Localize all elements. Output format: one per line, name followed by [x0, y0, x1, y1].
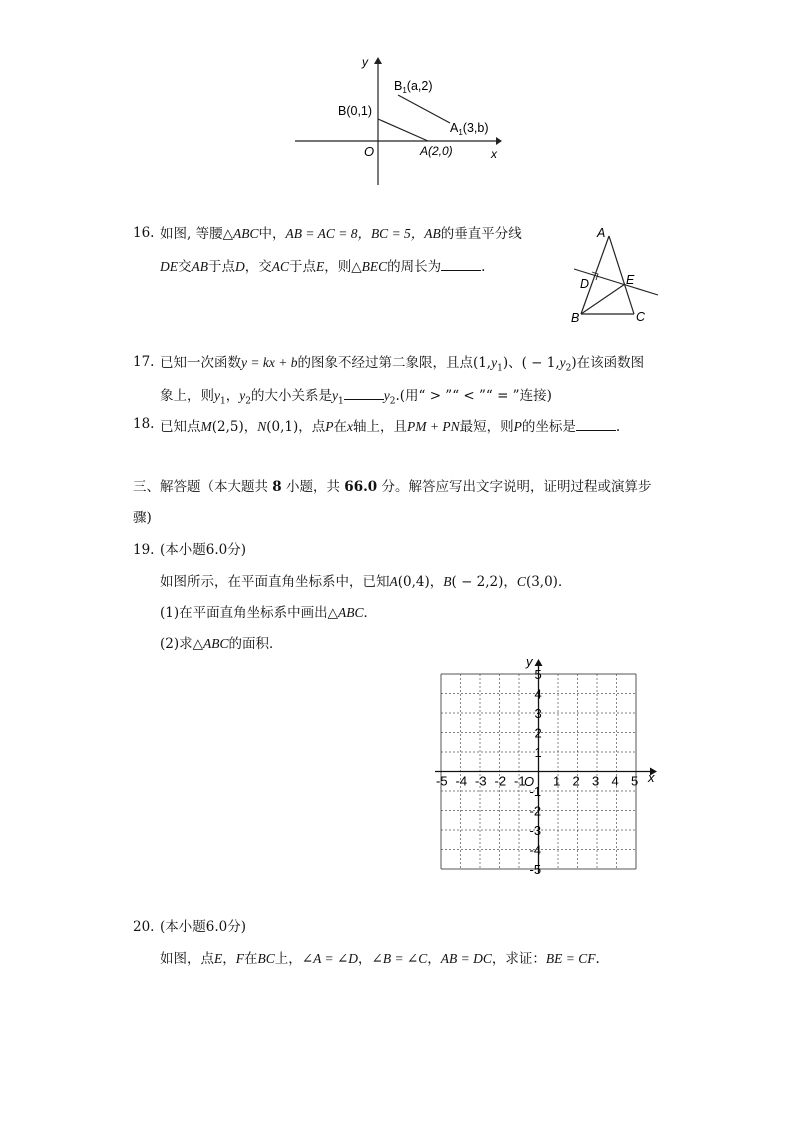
section3-heading: 三、解答题（本大题共 8 小题，共 66.0 分。解答应写出文字说明，证明过程或演算步 — [133, 479, 652, 495]
q16-line2: DE交AB于点D，交AC于点E，则△BEC的周长为 . — [160, 259, 486, 275]
q17-line2: 象上，则$y_1$，$y_2$的大小关系是$y_1$ $y_2$.(用“ > ”“ < ”“ = ”连接) — [160, 388, 552, 407]
top-coordinate-figure — [288, 52, 508, 192]
grid-x-tick-label: -5 — [436, 773, 448, 789]
grid-x-tick-label: 5 — [631, 773, 639, 789]
q20-number: 20. — [133, 919, 155, 935]
q17-line1: 已知一次函数y = kx + b的图象不经过第二象限，且点$(1,y_1)$、( − $1,y_2$)在该函数图 — [160, 355, 645, 374]
q18-line: 已知点M(2,5)，N(0,1)，点P在x轴上，且PM + PN最短，则P的坐标是 . — [160, 419, 621, 435]
grid-origin: O — [524, 774, 535, 789]
segment-ab — [378, 119, 428, 141]
q16-number: 16. — [133, 225, 155, 241]
grid-x-label: x — [648, 770, 655, 785]
point-b-label: B(0,1) — [338, 104, 373, 118]
grid-x-tick-label: 2 — [572, 773, 580, 789]
point-e-label: E — [626, 273, 635, 287]
q16-line1: 如图, 等腰△ABC中，AB = AC = 8，BC = 5，AB的垂直平分线 — [160, 226, 522, 242]
y-axis-arrow-icon — [374, 57, 382, 64]
grid-y-tick-label: -1 — [529, 784, 542, 799]
point-d-label: D — [580, 277, 590, 291]
vertex-a-label: A — [597, 226, 606, 240]
grid-x-tick-label: 1 — [553, 773, 561, 789]
q17-number: 17. — [133, 354, 155, 370]
q20-points: (本小题6.0分) — [160, 919, 247, 935]
grid-y-tick-label: -3 — [529, 823, 542, 838]
segment-a1b1 — [398, 95, 450, 123]
q20-stem: 如图，点E，F在BC上，∠A = ∠D，∠B = ∠C，AB = DC，求证：BE = CF. — [160, 951, 600, 967]
q19-points: (本小题6.0分) — [160, 542, 247, 558]
q19-part1: (1)在平面直角坐标系中画出△ABC． — [160, 605, 378, 621]
grid-y-tick-label: -2 — [529, 803, 542, 819]
grid-y-tick-label: 3 — [534, 706, 542, 721]
q19-coordinate-grid — [430, 652, 660, 882]
point-a1-label: $A_1(3,b)$ — [450, 121, 489, 137]
q18-number: 18. — [133, 416, 155, 432]
grid-x-tick-label: 3 — [592, 773, 600, 789]
grid-y-tick-label: 1 — [534, 745, 542, 760]
point-b1-label: $B_1(a,2)$ — [394, 79, 433, 95]
q16-answer-blank[interactable] — [441, 258, 481, 271]
grid-y-tick-label: 2 — [534, 725, 542, 741]
grid-y-tick-label: -4 — [529, 842, 542, 858]
grid-y-arrow-icon — [535, 659, 543, 666]
grid-y-tick-label: 4 — [534, 686, 542, 702]
origin-label: O — [364, 144, 375, 159]
q16-triangle-figure — [565, 222, 665, 326]
grid-x-tick-label: -4 — [455, 773, 468, 789]
y-axis-label: y — [362, 55, 368, 69]
point-a-label: A(2,0) — [420, 144, 453, 158]
grid-x-tick-label: 4 — [611, 773, 619, 789]
x-axis-label: x — [491, 147, 497, 161]
vertex-c-label: C — [636, 310, 646, 324]
grid-y-tick-label: -5 — [529, 862, 542, 877]
q18-answer-blank[interactable] — [576, 418, 616, 431]
q19-part2: (2)求△ABC的面积． — [160, 636, 283, 652]
q17-answer-blank[interactable] — [344, 387, 384, 400]
grid-x-tick-label: -2 — [494, 773, 507, 789]
grid-y-tick-label: 5 — [534, 667, 542, 682]
grid-y-label: y — [526, 654, 533, 669]
x-axis-arrow-icon — [496, 137, 502, 145]
section3-heading-cont: 骤) — [133, 510, 152, 526]
grid-x-tick-label: -3 — [475, 773, 487, 789]
q19-number: 19. — [133, 542, 155, 558]
grid-x-tick-label: -1 — [514, 773, 526, 789]
vertex-b-label: B — [571, 311, 580, 325]
q19-stem: 如图所示，在平面直角坐标系中，已知A(0,4)，B( − 2,2)，C(3,0)． — [160, 574, 572, 590]
